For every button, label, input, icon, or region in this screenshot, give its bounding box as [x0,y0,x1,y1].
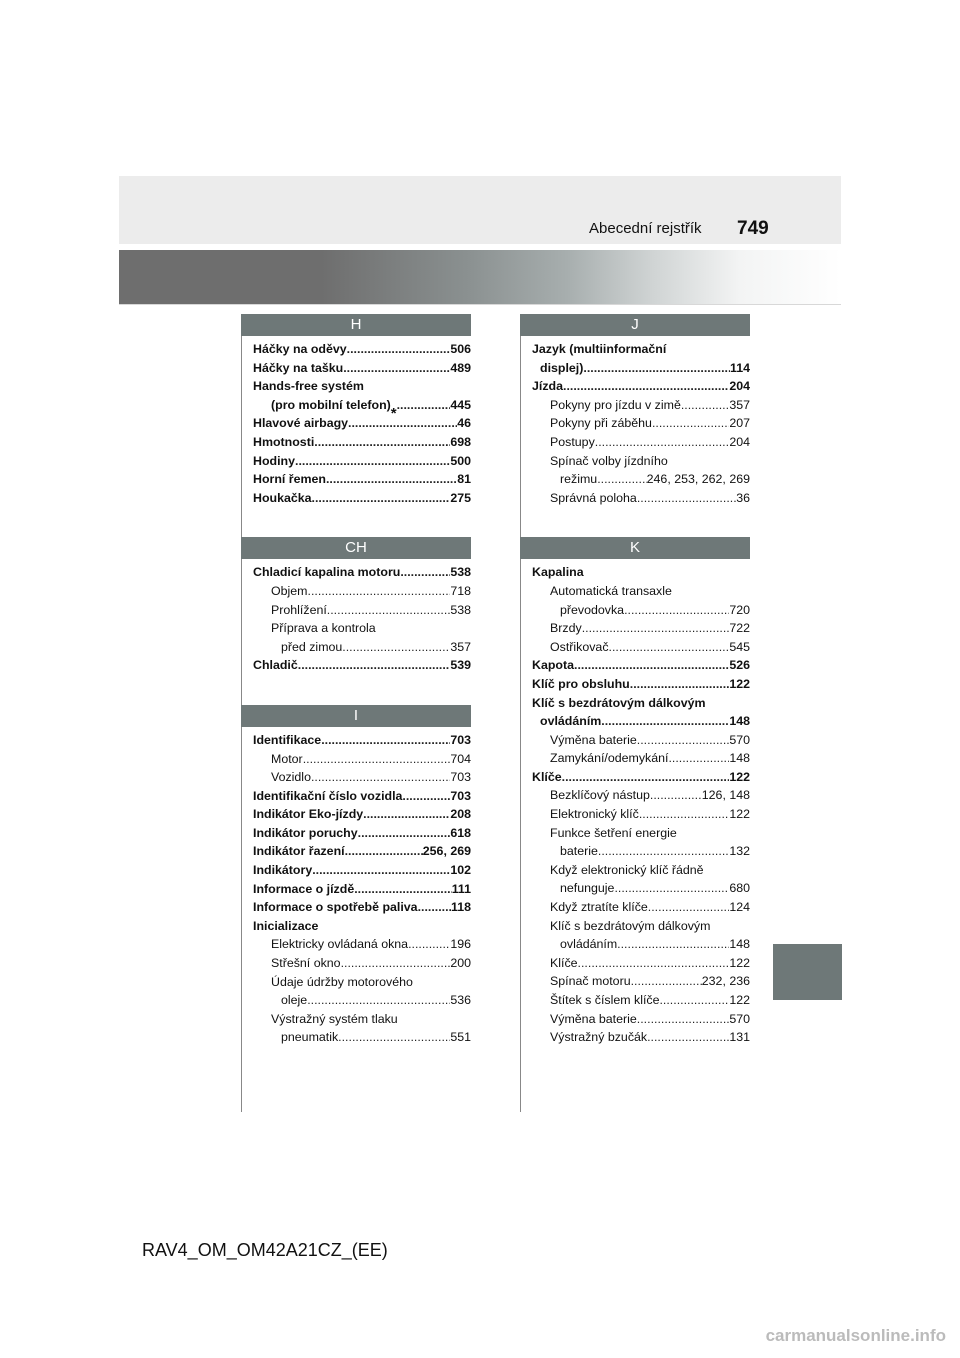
index-entry-page: 102 [450,863,471,878]
index-entry-page: 703 [450,770,471,785]
index-entry-term: Elektricky ovládaná okna [271,937,409,952]
index-entry-term: Příprava a kontrola [271,621,376,636]
index-entry-term: Objem [271,583,308,598]
index-entry-term: Háčky na oděvy [253,342,347,356]
index-entry-page: 114 [730,360,750,375]
dot-leader [354,880,451,899]
index-entry-page: 445 [450,397,471,412]
chapter-side-tab [773,944,842,1000]
index-entry [253,340,471,359]
index-entry-page: 126, 148 [701,788,750,803]
index-entries [241,340,471,507]
dot-leader [348,414,457,433]
dot-leader [574,656,729,675]
dot-leader [358,824,451,843]
index-entry-page: 718 [450,583,471,598]
index-entry [253,954,471,973]
watermark: carmanualsonline.info [765,1326,946,1345]
index-entry-term: Klíče [532,769,562,784]
index-entry [532,377,750,396]
index-letter-heading: CH [241,537,471,559]
index-entry-term: Spínač volby jízdního [550,453,668,468]
index-entry-term: Elektronický klíč [550,807,639,822]
index-entry-page: 46 [457,416,471,431]
dot-leader [347,340,451,359]
index-entry-term: Výměna baterie [550,1011,637,1026]
index-entry [532,972,750,991]
index-entry-term: Indikátory [253,863,313,878]
index-entry [253,935,471,954]
index-entry [253,414,471,433]
index-entry-page: 680 [729,881,750,896]
index-entry-page: 618 [450,825,471,840]
dot-leader [583,359,730,378]
header-bar [119,176,841,244]
dot-leader [609,638,730,657]
index-entry-term: Ostřikovač [550,639,609,654]
index-entry [532,731,750,750]
index-entry [532,1028,750,1047]
dot-leader [598,842,729,861]
index-entry [253,842,471,861]
index-entry [532,712,750,731]
index-entry-page: 703 [450,788,471,803]
index-entry [532,842,750,861]
index-entry-page: 545 [729,639,750,654]
index-entry-page: 204 [729,379,750,394]
index-entry [532,1010,750,1029]
index-entry-page: 506 [450,342,471,356]
index-entry-page: 122 [729,676,750,691]
index-entry-page: 118 [451,900,471,915]
index-entry-page: 256, 269 [422,844,471,859]
index-entry [532,414,750,433]
index-entry-term: Když ztratíte klíče [550,900,648,915]
dot-leader [601,712,729,731]
dot-leader [630,675,730,694]
index-entry-page: 538 [450,602,471,617]
section-title: Abecední rejstřík [589,220,702,237]
index-entry-term: Bezklíčový nástup [550,788,650,803]
index-entry-term: Hodiny [253,453,295,468]
section-gap [241,675,471,705]
index-entry [532,917,750,936]
dot-leader [311,768,450,787]
index-entry-term: Výměna baterie [550,732,637,747]
dot-leader [652,414,729,433]
index-entry-page: 246, 253, 262, 269 [646,472,750,487]
index-entry-term: Jazyk (multiinformační [532,342,667,356]
index-entry [253,731,471,750]
index-entry-term: Funkce šetření energie [550,825,677,840]
index-entry-term: ovládáním [560,937,618,952]
index-entry [532,786,750,805]
index-entry-term: pneumatik [281,1030,339,1045]
index-entry [532,359,750,378]
index-entry-term: Kapota [532,658,574,673]
index-entry-term: Zamykání/odemykání [550,751,669,766]
index-entries [241,563,471,675]
index-entry [253,1028,471,1047]
index-entry-page: 200 [450,956,471,971]
index-entry-term: Vozidlo [271,770,311,785]
index-entry-term: oleje [281,993,308,1008]
index-entry-page: 148 [729,937,750,952]
index-entry-page: 722 [729,621,750,636]
index-entry-page: 232, 236 [701,974,750,989]
index-entry-term: Klíč s bezdrátovým dálkovým [532,695,706,710]
index-entry [532,340,750,359]
index-letter-heading: H [241,314,471,336]
index-entry-page: 538 [450,565,471,580]
dot-leader [614,879,729,898]
index-entry-term: Chladicí kapalina motoru [253,565,401,580]
index-entry [253,880,471,899]
index-entry-term: Když elektronický klíč řádně [550,862,704,877]
dot-leader [631,972,702,991]
index-entry [253,656,471,675]
dot-leader [647,1028,729,1047]
index-entry-term: Indikátor Eko-jízdy [253,807,364,822]
index-entry [532,694,750,713]
dot-leader [563,377,729,396]
index-entry-page: 275 [450,490,471,505]
index-entry [253,359,471,378]
index-entry-term: Štítek s číslem klíče [550,993,660,1007]
index-entry [532,619,750,638]
dot-leader [295,452,450,471]
index-entry-term: režimu [560,472,598,487]
dot-leader [307,991,450,1010]
index-entry-term: Výstražný systém tlaku [271,1011,398,1026]
index-entry-page: 551 [450,1030,471,1045]
index-entry [253,805,471,824]
index-entry-page: 132 [729,844,750,859]
index-entry [253,861,471,880]
index-entry-term: (pro mobilní telefon) [271,397,391,412]
index-entry-page: 539 [450,658,471,673]
dot-leader [298,656,451,675]
index-entry [253,470,471,489]
dot-leader [617,935,729,954]
dot-leader [637,1010,730,1029]
index-entry-term: Spínač motoru [550,974,631,989]
dot-leader [637,731,730,750]
index-entry [532,898,750,917]
index-entry-page: 698 [450,434,471,449]
index-entry-term: Motor [271,751,303,766]
index-entry [253,489,471,508]
index-entry-page: 500 [450,453,471,468]
index-entry-term: Pokyny při záběhu [550,416,652,431]
index-entry-term: Indikátor řazení [253,844,345,859]
index-entry-term: Údaje údržby motorového [271,974,413,989]
dot-leader [397,396,451,415]
index-entry-term: převodovka [560,602,625,617]
dot-leader [595,433,730,452]
index-entry-page: 148 [729,714,750,729]
index-entry-term: Jízda [532,379,563,394]
index-entry-page: 703 [450,732,471,747]
dot-leader [312,861,450,880]
index-entry [253,991,471,1010]
dot-leader [624,601,729,620]
index-entry-term: Klíče [550,955,578,970]
index-entry [532,563,750,582]
dot-leader [668,749,729,768]
index-entries [241,731,471,1047]
index-entry [253,377,471,396]
index-entry-page: 526 [729,658,750,673]
index-entry [532,489,750,508]
index-entry-page: 148 [729,751,750,766]
index-entry-page: 196 [450,937,471,952]
index-entry-term: Hands-free systém [253,379,364,394]
index-entry [532,954,750,973]
index-entry-term: Horní řemen [253,472,326,487]
index-entry-term: baterie [560,844,598,859]
index-entry-term: Identifikační číslo vozidla [253,788,403,803]
index-entry [532,601,750,620]
index-entry-term: Indikátor poruchy [253,825,358,840]
index-entry-page: 570 [729,732,750,747]
index-entry-page: 122 [729,807,750,822]
dot-leader [321,731,450,750]
dot-leader [363,805,450,824]
dot-leader [314,433,450,452]
index-entry-term: Kapalina [532,565,584,580]
index-entry [532,433,750,452]
index-entry [253,582,471,601]
index-entry [532,470,750,489]
index-entry-term: Klíč s bezdrátovým dálkovým [550,918,711,933]
page-number: 749 [737,218,769,239]
dot-leader [312,489,451,508]
index-entry-page: 357 [450,639,471,654]
index-entry-term: Hmotnosti [253,434,315,449]
header-gradient-bar [119,250,841,304]
index-entry [532,935,750,954]
index-letter-heading: K [520,537,750,559]
index-entries [520,340,750,507]
index-entry [532,396,750,415]
dot-leader [338,1028,450,1047]
header-divider [119,304,841,305]
dot-leader [637,489,736,508]
index-entry [253,563,471,582]
index-column-left [241,314,471,1047]
index-entry-term: Brzdy [550,621,582,636]
index-entry [532,582,750,601]
dot-leader [582,619,730,638]
index-letter-heading: I [241,705,471,727]
index-entry-term: Klíč pro obsluhu [532,676,630,691]
index-entry [253,433,471,452]
dot-leader [650,786,702,805]
dot-leader [408,935,450,954]
index-entry-term: Hlavové airbagy [253,416,349,431]
index-entry-page: 489 [450,360,471,375]
index-entry [253,452,471,471]
index-entry-term: Výstražný bzučák [550,1030,648,1045]
dot-leader [418,898,451,917]
index-entry-page: 357 [729,397,750,412]
section-gap [241,507,471,537]
dot-leader [303,750,451,769]
index-entry-term: Chladič [253,658,298,673]
index-entry [532,861,750,880]
index-entry [253,824,471,843]
index-entry [253,601,471,620]
index-entry [532,675,750,694]
dot-leader [345,842,423,861]
index-entry-page: 704 [450,751,471,766]
index-entry-term: ovládáním [540,714,602,729]
index-entry [532,638,750,657]
dot-leader [400,563,450,582]
index-entry-page: 536 [450,993,471,1008]
index-entry [532,656,750,675]
index-entry-term: Informace o spotřebě paliva [253,900,418,915]
index-entry [532,879,750,898]
index-entry-term: Inicializace [253,918,319,933]
dot-leader [342,638,450,657]
dot-leader [343,359,450,378]
index-entry-term: Střešní okno [271,956,341,971]
index-entry [253,1010,471,1029]
index-entry [253,619,471,638]
index-entry-page: 36 [736,490,750,505]
section-gap [520,507,750,537]
dot-leader [562,768,730,787]
index-entry-page: 81 [457,472,471,487]
index-entry-term: Háčky na tašku [253,360,344,375]
dot-leader [681,396,729,415]
index-entry-page: 122 [729,955,750,970]
index-entries [520,563,750,1046]
footer-code: RAV4_OM_OM42A21CZ_(EE) [142,1240,388,1260]
index-entry-term: nefunguje [560,881,615,896]
index-entry-term: Pokyny pro jízdu v zimě [550,397,681,412]
index-entry [532,452,750,471]
index-letter-heading: J [520,314,750,336]
dot-leader [639,805,729,824]
index-entry-term: Správná poloha [550,490,637,505]
index-entry [253,973,471,992]
dot-leader [659,991,729,1010]
index-entry-term: displej) [540,360,584,375]
index-entry-term: Identifikace [253,732,322,747]
dot-leader [597,470,646,489]
index-entry [532,824,750,843]
index-entry-term: Automatická transaxle [550,583,672,598]
dot-leader [327,601,451,620]
index-entry [253,768,471,787]
index-entry-page: 124 [729,900,750,915]
dot-leader [308,582,451,601]
dot-leader [648,898,730,917]
index-entry-page: 131 [729,1030,750,1045]
index-entry-term: před zimou [281,639,343,654]
index-entry-page: 122 [729,769,750,784]
index-entry [253,638,471,657]
index-entry-term: Postupy [550,434,595,449]
index-entry [532,805,750,824]
index-entry-page: 122 [729,993,750,1007]
index-column-right [520,314,750,1047]
index-entry-term: Informace o jízdě [253,881,355,896]
dot-leader [341,954,451,973]
index-entry: (pro mobilní telefon) * ..... 445 [253,396,471,415]
index-entry [253,787,471,806]
index-entry [253,750,471,769]
index-entry-page: 204 [729,434,750,449]
dot-leader [402,787,450,806]
index-entry-page: 207 [729,416,750,431]
index-entry-page: 720 [729,602,750,617]
index-entry [253,917,471,936]
index-entry [253,898,471,917]
index-entry-term: Prohlížení [271,602,327,617]
index-entry-page: 208 [450,807,471,822]
index-entry [532,991,750,1010]
index-entry-term: Houkačka [253,490,312,505]
index-entry-page: 570 [729,1011,750,1026]
dot-leader [578,954,730,973]
index-entry [532,749,750,768]
dot-leader [326,470,457,489]
index-entry-page: 111 [451,881,471,896]
index-entry [532,768,750,787]
